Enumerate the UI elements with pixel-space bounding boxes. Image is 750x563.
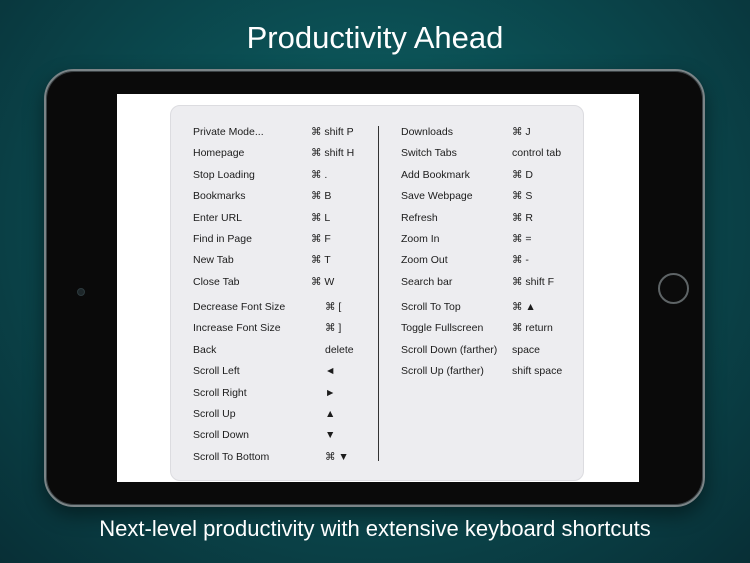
shortcut-row <box>193 321 373 335</box>
shortcut-label: Scroll Up <box>193 408 236 420</box>
shortcut-keys: control tab <box>512 147 562 160</box>
tagline: Next-level productivity with extensive keyboard shortcuts <box>99 516 651 541</box>
shortcut-row <box>193 386 373 400</box>
shortcut-row <box>193 343 373 357</box>
shortcut-keys: ⌘ L <box>311 211 331 224</box>
tablet-frame <box>44 69 705 507</box>
shortcut-keys: ⌘ return <box>512 322 553 335</box>
shortcut-label: Back <box>193 343 217 356</box>
shortcut-row <box>401 168 581 182</box>
shortcut-row <box>401 343 581 357</box>
shortcut-row <box>193 275 373 289</box>
shortcut-label: Add Bookmark <box>401 168 470 181</box>
shortcut-label: Bookmarks <box>193 190 246 203</box>
shortcut-keys: shift space <box>512 365 563 378</box>
shortcut-label: Stop Loading <box>193 168 255 181</box>
shortcut-row <box>401 211 581 225</box>
shortcut-keys: ⌘ R <box>512 211 533 224</box>
shortcut-row <box>401 189 581 203</box>
shortcut-keys: ⌘ D <box>512 168 533 181</box>
shortcut-row <box>193 428 373 442</box>
shortcut-label: Scroll Down (farther) <box>401 343 498 356</box>
shortcut-row <box>401 364 581 378</box>
shortcut-label: Refresh <box>401 211 438 224</box>
headline: Productivity Ahead <box>246 20 504 55</box>
shortcut-keys: ⌘ - <box>512 254 529 267</box>
shortcut-label: Scroll Down <box>193 429 250 442</box>
shortcut-row <box>401 300 581 314</box>
shortcut-row <box>401 253 581 267</box>
shortcut-label: Scroll Left <box>193 365 240 378</box>
shortcut-row <box>193 232 373 246</box>
shortcut-keys: ► <box>325 386 336 399</box>
shortcuts-panel <box>170 105 584 481</box>
shortcut-label: Scroll To Bottom <box>193 450 270 463</box>
shortcut-row <box>193 364 373 378</box>
column-divider <box>378 126 379 461</box>
shortcut-keys: ⌘ shift P <box>311 126 354 138</box>
shortcut-row <box>193 450 373 464</box>
shortcut-label: Search bar <box>401 275 453 288</box>
shortcut-label: Toggle Fullscreen <box>401 322 484 335</box>
shortcut-keys: delete <box>325 343 354 356</box>
home-button[interactable] <box>658 273 689 304</box>
shortcut-label: Find in Page <box>193 233 252 245</box>
shortcut-label: Scroll Up (farther) <box>401 365 484 378</box>
shortcut-label: Save Webpage <box>401 190 473 203</box>
shortcut-label: Downloads <box>401 126 453 138</box>
shortcut-keys: ⌘ F <box>311 233 331 245</box>
shortcut-label: Increase Font Size <box>193 322 281 335</box>
shortcut-keys: ▲ <box>325 408 336 420</box>
shortcut-label: Homepage <box>193 147 245 160</box>
shortcut-row <box>193 125 373 139</box>
shortcut-keys: ⌘ shift H <box>311 147 355 160</box>
shortcut-keys: ⌘ J <box>512 126 531 138</box>
shortcut-row <box>193 189 373 203</box>
shortcut-keys: ◄ <box>325 365 336 378</box>
shortcut-row <box>401 125 581 139</box>
shortcut-keys: ⌘ [ <box>325 301 342 313</box>
shortcut-row <box>193 300 373 314</box>
shortcut-row <box>193 253 373 267</box>
shortcut-row <box>193 146 373 160</box>
shortcut-label: Close Tab <box>193 275 240 288</box>
shortcut-keys: ⌘ ▲ <box>512 301 536 313</box>
shortcut-row <box>193 407 373 421</box>
shortcut-label: New Tab <box>193 254 234 267</box>
shortcut-label: Enter URL <box>193 211 243 224</box>
shortcut-row <box>401 321 581 335</box>
shortcut-label: Private Mode... <box>193 126 264 138</box>
shortcut-label: Decrease Font Size <box>193 301 286 313</box>
shortcut-keys: ⌘ W <box>311 275 335 288</box>
shortcut-row <box>401 146 581 160</box>
shortcut-keys: ▼ <box>325 429 336 442</box>
shortcut-keys: ⌘ B <box>311 190 332 203</box>
shortcut-keys: ⌘ = <box>512 233 532 245</box>
shortcut-keys: ⌘ . <box>311 168 328 181</box>
shortcut-keys: space <box>512 343 541 356</box>
shortcut-keys: ⌘ T <box>311 254 331 267</box>
shortcut-row <box>193 168 373 182</box>
shortcut-row <box>193 211 373 225</box>
shortcut-label: Zoom Out <box>401 254 448 267</box>
shortcut-label: Scroll Right <box>193 386 247 399</box>
shortcut-row <box>401 275 581 289</box>
shortcut-label: Zoom In <box>401 233 440 245</box>
shortcut-row <box>401 232 581 246</box>
tablet-screen <box>117 94 639 482</box>
shortcut-label: Switch Tabs <box>401 147 457 160</box>
shortcut-keys: ⌘ shift F <box>512 275 555 288</box>
camera-icon <box>77 288 85 296</box>
shortcut-keys: ⌘ ] <box>325 322 342 335</box>
shortcut-label: Scroll To Top <box>401 301 461 313</box>
shortcut-keys: ⌘ ▼ <box>325 450 349 463</box>
shortcut-keys: ⌘ S <box>512 190 533 203</box>
